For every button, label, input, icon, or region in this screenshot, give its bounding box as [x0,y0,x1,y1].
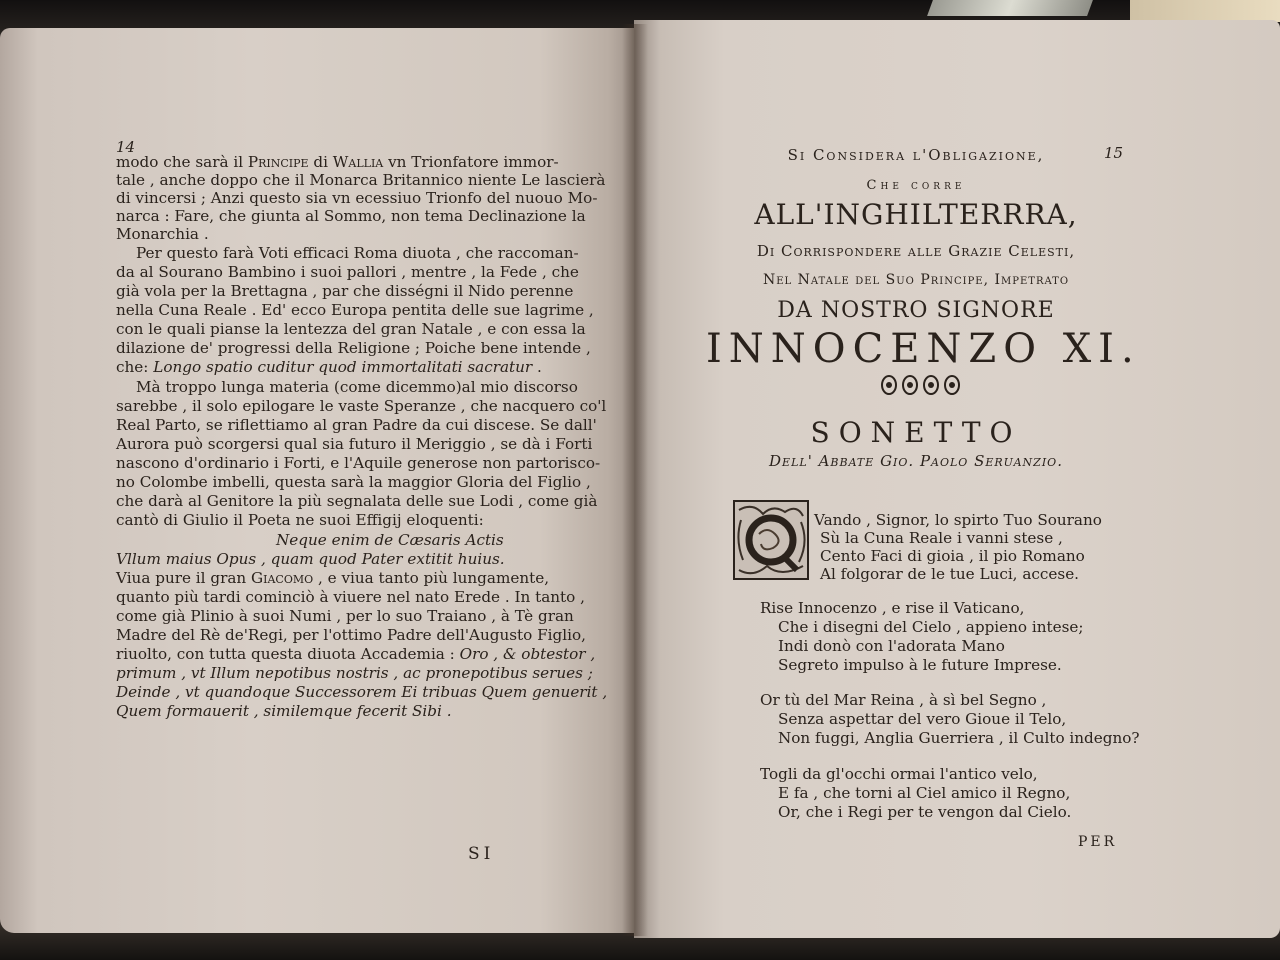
left-line-5: Monarchia . [116,225,209,243]
sonnet-line-14: Or, che i Regi per te vengon dal Cielo. [778,803,1072,821]
title-line-1: Si Considera l'Obligazione, [787,146,1045,164]
left-page-number: 14 [116,138,136,156]
sonnet-line-2: Sù la Cuna Reale i vanni stese , [820,529,1063,547]
left-line-24: quanto più tardi cominciò à viuere nel nato Erede . In tanto , [116,588,585,606]
sonnet-line-9: Or tù del Mar Reina , à sì bel Segno , [760,691,1047,709]
left-line-27: riuolto, con tutta questa diuota Accademia : Oro , & obtestor , [116,645,596,663]
title-line-5: Nel Natale del Suo Principe, Impetrato [762,272,1070,288]
sonnet-author: Dell' Abbate Gio. Paolo Seruanzio. [769,452,1063,470]
left-line-12: che: Longo spatio cuditur quod immortalitati sacratur . [116,358,542,376]
sonnet-line-8: Segreto impulso à le future Imprese. [778,656,1062,674]
left-verse-1: Neque enim de Cæsaris Actis [276,531,504,549]
title-line-6: DA NOSTRO SIGNORE [777,298,1055,323]
sonnet-line-11: Non fuggi, Anglia Guerriera , il Culto indegno? [778,729,1140,747]
left-line-7: da al Sourano Bambino i suoi pallori , mentre , la Fede , che [116,263,579,281]
left-line-2: tale , anche doppo che il Monarca Britannico niente Le lascierà [116,171,606,189]
left-line-6: Per questo farà Voti efficaci Roma diuota , che raccoman- [136,244,579,262]
left-line-15: Real Parto, se riflettiamo al gran Padre da cui discese. Se dall' [116,416,597,434]
left-line-4: narca : Fare, che giunta al Sommo, non tema Declinazione la [116,207,586,225]
fleuron-icon [943,374,961,396]
fleuron-icon [901,374,919,396]
left-line-9: nella Cuna Reale . Ed' ecco Europa pentita delle sue lagrime , [116,301,594,319]
title-line-2: Che corre [866,178,966,193]
left-line-25: come già Plinio à suoi Numi , per lo suo Traiano , à Tè gran [116,607,574,625]
sonnet-line-4: Al folgorar de le tue Luci, accese. [820,565,1080,583]
title-line-4: Di Corrispondere alle Grazie Celesti, [756,242,1076,260]
fleuron-icon [880,374,898,396]
left-line-11: dilazione de' progressi della Religione ; Poiche bene intende , [116,339,591,357]
title-line-3: ALL'INGHILTERRRA, [754,198,1078,231]
fleuron-icon [922,374,940,396]
printer-ornament [880,374,961,400]
left-line-14: sarebbe , il solo epilogare le vaste Speranze , che nacquero co'l [116,397,607,415]
sonnet-line-5: Rise Innocenzo , e rise il Vaticano, [760,599,1025,617]
left-line-29: Deinde , vt quandoque Successorem Ei tribuas Quem genuerit , [116,683,608,701]
title-line-7: INNOCENZO XI. [706,326,1141,372]
sonnet-line-3: Cento Faci di gioia , il pio Romano [820,547,1085,565]
left-line-23: Viua pure il gran Giacomo , e viua tanto più lungamente, [116,569,550,587]
left-line-20: cantò di Giulio il Poeta ne suoi Effigij eloquenti: [116,511,484,529]
left-line-13: Mà troppo lunga materia (come dicemmo)al mio discorso [136,378,578,396]
sonnet-line-13: E fa , che torni al Ciel amico il Regno, [778,784,1071,802]
sonnet-heading: SONETTO [810,416,1022,449]
sonnet-line-12: Togli da gl'occhi ormai l'antico velo, [760,765,1038,783]
left-line-28: primum , vt Illum nepotibus nostris , ac pronepotibus serues ; [116,664,593,682]
left-line-10: con le quali pianse la lentezza del gran Natale , e con essa la [116,320,586,338]
left-line-3: di vincersi ; Anzi questo sia vn ecessiuo Trionfo del nuouo Mo- [116,189,598,207]
sonnet-line-10: Senza aspettar del vero Gioue il Telo, [778,710,1067,728]
left-line-1: modo che sarà il Principe di Wallia vn Trionfatore immor- [116,153,559,171]
left-line-19: che darà al Genitore la più segnalata delle sue Lodi , come già [116,492,598,510]
left-line-26: Madre del Rè de'Regi, per l'ottimo Padre dell'Augusto Figlio, [116,626,586,644]
left-line-30: Quem formauerit , similemque fecerit Sibi . [116,702,452,720]
right-page-number: 15 [1104,144,1124,162]
left-line-16: Aurora può scorgersi qual sia futuro il Meriggio , se dà i Forti [116,435,593,453]
sonnet-line-1: Vando , Signor, lo spirto Tuo Sourano [814,511,1102,529]
left-line-8: già vola per la Brettagna , par che disségni il Nido perenne [116,282,574,300]
decorated-initial-icon [733,500,809,580]
right-catchword: PER [1078,834,1118,850]
left-catchword: SI [468,844,495,864]
background-book [1130,0,1280,22]
left-line-18: no Colombe imbelli, questa sarà la maggior Gloria del Figlio , [116,473,591,491]
sonnet-line-7: Indi donò con l'adorata Mano [778,637,1005,655]
sonnet-line-6: Che i disegni del Cielo , appieno intese; [778,618,1084,636]
book-gutter [622,24,648,936]
left-line-17: nascono d'ordinario i Forti, e l'Aquile generose non partorisco- [116,454,601,472]
left-verse-2: Vllum maius Opus , quam quod Pater extitit huius. [116,550,505,568]
background-object [927,0,1093,16]
